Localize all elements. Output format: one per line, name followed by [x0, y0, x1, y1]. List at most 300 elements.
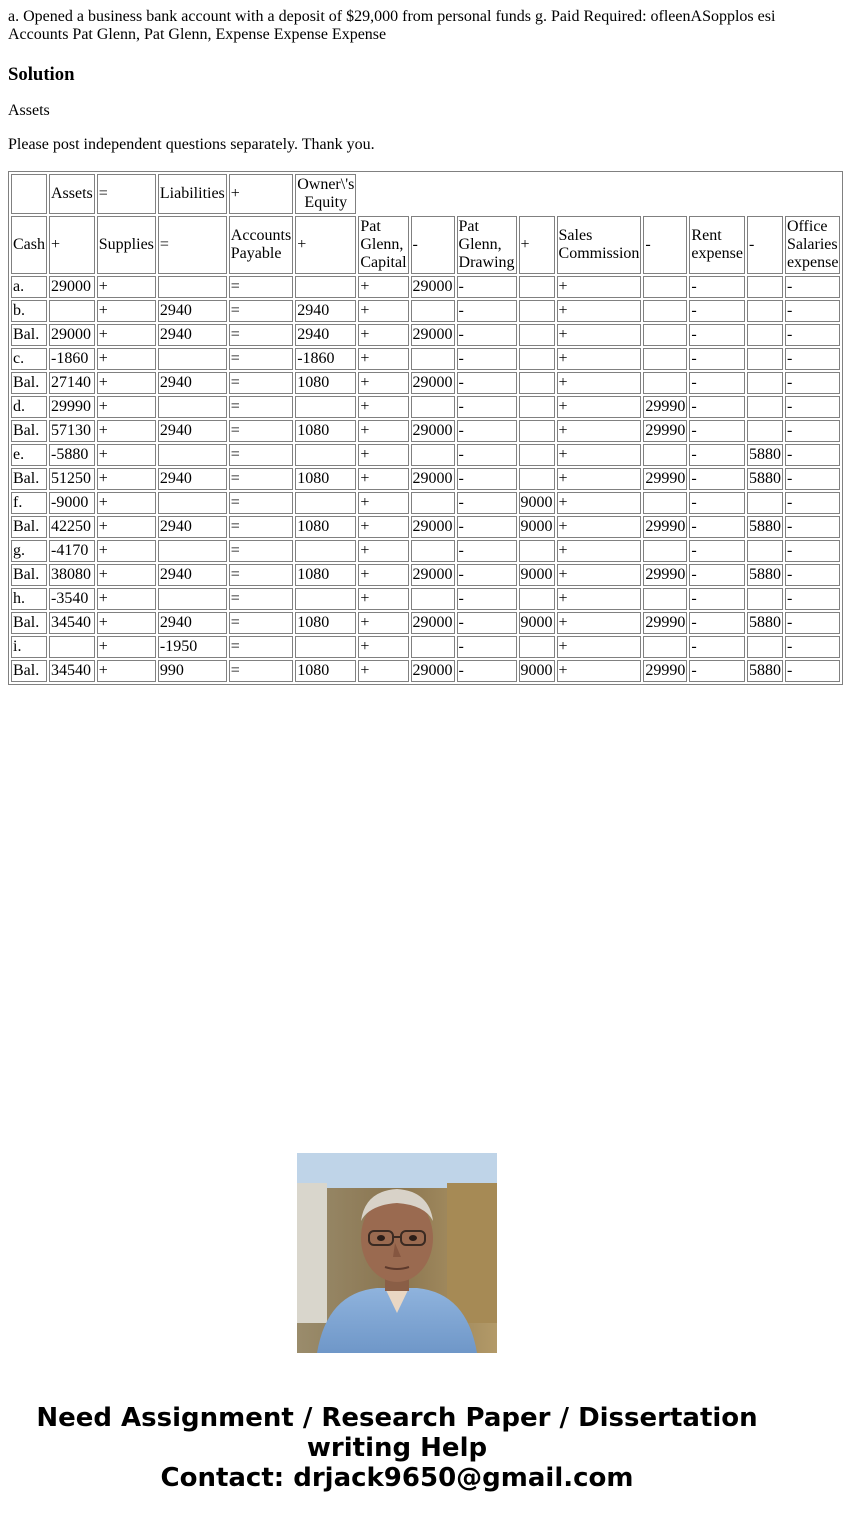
table-row	[11, 396, 840, 418]
table-row	[11, 300, 840, 322]
table-cell: =	[229, 420, 293, 442]
table-cell: 29000	[49, 276, 95, 298]
table-cell: -	[785, 588, 841, 610]
column-header-cell: +	[519, 216, 555, 274]
table-cell: 5880	[747, 444, 783, 466]
table-cell: 29000	[411, 516, 455, 538]
table-cell: 9000	[519, 612, 555, 634]
note-text: Please post independent questions separately. Thank you.	[8, 136, 375, 153]
table-cell	[643, 276, 687, 298]
table-cell: +	[358, 300, 408, 322]
table-cell	[295, 588, 356, 610]
table-cell: -	[689, 396, 745, 418]
table-cell: -	[457, 492, 517, 514]
table-cell: h.	[11, 588, 47, 610]
table-cell: -	[785, 612, 841, 634]
table-row	[11, 588, 840, 610]
table-cell: -1860	[49, 348, 95, 370]
table-cell: -1860	[295, 348, 356, 370]
table-cell	[295, 276, 356, 298]
table-cell	[411, 540, 455, 562]
table-cell: =	[229, 372, 293, 394]
table-cell: +	[557, 540, 642, 562]
table-cell: Bal.	[11, 324, 47, 346]
table-cell: -	[457, 468, 517, 490]
table-row	[11, 444, 840, 466]
table-row	[11, 516, 840, 538]
table-header-row-2	[11, 216, 840, 274]
table-cell: g.	[11, 540, 47, 562]
table-cell: c.	[11, 348, 47, 370]
table-cell: -	[785, 396, 841, 418]
table-cell: =	[229, 396, 293, 418]
table-cell: -	[785, 276, 841, 298]
table-cell: -	[785, 348, 841, 370]
table-cell: Bal.	[11, 564, 47, 586]
table-cell: +	[358, 588, 408, 610]
table-row	[11, 324, 840, 346]
table-cell: 2940	[158, 300, 227, 322]
table-cell: 51250	[49, 468, 95, 490]
table-row	[11, 420, 840, 442]
table-cell: +	[358, 540, 408, 562]
table-cell: -	[785, 636, 841, 658]
table-cell: +	[97, 276, 156, 298]
table-cell	[643, 444, 687, 466]
table-cell: 29000	[411, 564, 455, 586]
table-cell: 1080	[295, 660, 356, 682]
table-cell: -	[457, 540, 517, 562]
table-cell: 5880	[747, 660, 783, 682]
table-cell: +	[97, 420, 156, 442]
table-cell: +	[97, 612, 156, 634]
table-cell: 5880	[747, 612, 783, 634]
table-cell	[411, 396, 455, 418]
table-cell: +	[97, 396, 156, 418]
table-cell	[519, 444, 555, 466]
table-cell: 9000	[519, 564, 555, 586]
table-cell: -	[457, 420, 517, 442]
table-cell: 2940	[158, 372, 227, 394]
table-cell: -	[785, 372, 841, 394]
column-header-cell: Cash	[11, 216, 47, 274]
table-cell: =	[229, 276, 293, 298]
table-cell: 29990	[643, 396, 687, 418]
table-cell	[411, 348, 455, 370]
table-cell: Bal.	[11, 468, 47, 490]
table-cell: 29990	[643, 420, 687, 442]
table-cell: -	[689, 516, 745, 538]
table-cell	[643, 300, 687, 322]
table-cell: 5880	[747, 564, 783, 586]
table-cell: -	[457, 660, 517, 682]
table-cell: -	[785, 324, 841, 346]
header-cell	[11, 174, 47, 214]
table-cell: =	[229, 660, 293, 682]
table-cell	[519, 396, 555, 418]
table-cell: -	[785, 468, 841, 490]
table-cell: -	[689, 564, 745, 586]
table-cell: -	[457, 324, 517, 346]
table-cell: -	[785, 564, 841, 586]
table-cell: -	[689, 612, 745, 634]
column-header-cell: Pat Glenn, Capital	[358, 216, 408, 274]
table-cell: +	[358, 324, 408, 346]
table-cell: 27140	[49, 372, 95, 394]
table-row	[11, 276, 840, 298]
table-cell	[158, 276, 227, 298]
table-cell: +	[358, 372, 408, 394]
table-cell	[747, 348, 783, 370]
author-avatar	[297, 1153, 497, 1353]
table-cell	[519, 324, 555, 346]
table-cell: =	[229, 612, 293, 634]
accounting-equation-table	[8, 171, 843, 685]
table-cell: 5880	[747, 468, 783, 490]
table-cell	[295, 444, 356, 466]
table-cell	[158, 396, 227, 418]
table-cell: 34540	[49, 612, 95, 634]
table-cell	[295, 540, 356, 562]
table-cell: +	[97, 636, 156, 658]
table-cell	[747, 324, 783, 346]
table-cell: +	[97, 540, 156, 562]
table-cell	[747, 492, 783, 514]
table-cell: -3540	[49, 588, 95, 610]
table-row	[11, 372, 840, 394]
table-cell	[747, 300, 783, 322]
table-cell: -	[689, 588, 745, 610]
table-cell: f.	[11, 492, 47, 514]
table-cell	[519, 540, 555, 562]
table-header-row-1	[11, 174, 840, 214]
table-cell: +	[97, 300, 156, 322]
column-header-cell: -	[643, 216, 687, 274]
table-cell: +	[557, 612, 642, 634]
table-cell	[158, 492, 227, 514]
table-cell: +	[358, 636, 408, 658]
column-header-cell: Rent expense	[689, 216, 745, 274]
table-cell	[411, 444, 455, 466]
table-cell: 1080	[295, 372, 356, 394]
solution-heading: Solution	[8, 64, 75, 85]
table-cell: -	[785, 420, 841, 442]
table-cell: +	[557, 348, 642, 370]
table-cell: d.	[11, 396, 47, 418]
table-cell: 1080	[295, 516, 356, 538]
table-cell: +	[358, 564, 408, 586]
table-cell: +	[358, 468, 408, 490]
table-cell: -	[785, 492, 841, 514]
table-cell: 29990	[643, 660, 687, 682]
table-cell	[411, 300, 455, 322]
table-cell: -	[785, 444, 841, 466]
table-cell: -1950	[158, 636, 227, 658]
table-cell	[643, 636, 687, 658]
table-cell	[643, 492, 687, 514]
table-cell	[158, 540, 227, 562]
table-cell: -	[689, 468, 745, 490]
table-cell	[158, 348, 227, 370]
table-cell: +	[358, 420, 408, 442]
table-cell: =	[229, 492, 293, 514]
table-cell	[747, 372, 783, 394]
table-cell: b.	[11, 300, 47, 322]
table-cell	[158, 444, 227, 466]
table-cell: +	[557, 636, 642, 658]
table-cell	[643, 324, 687, 346]
table-cell: -	[457, 444, 517, 466]
column-header-cell: +	[49, 216, 95, 274]
table-cell: 29000	[411, 612, 455, 634]
table-cell	[519, 588, 555, 610]
table-cell: +	[358, 276, 408, 298]
table-cell	[519, 300, 555, 322]
table-cell: 29990	[643, 516, 687, 538]
table-cell: =	[229, 540, 293, 562]
column-header-cell: Accounts Payable	[229, 216, 293, 274]
table-cell	[747, 420, 783, 442]
table-cell: 29990	[643, 564, 687, 586]
table-cell: -	[689, 324, 745, 346]
table-cell: +	[557, 396, 642, 418]
table-cell: 29990	[643, 468, 687, 490]
table-cell	[519, 468, 555, 490]
table-cell: 29000	[411, 276, 455, 298]
table-cell: -	[457, 276, 517, 298]
table-cell: +	[557, 372, 642, 394]
table-cell: i.	[11, 636, 47, 658]
table-cell	[519, 372, 555, 394]
table-cell: 9000	[519, 516, 555, 538]
table-cell: a.	[11, 276, 47, 298]
table-cell: 9000	[519, 660, 555, 682]
table-cell: -	[457, 588, 517, 610]
table-cell	[295, 492, 356, 514]
table-cell: +	[97, 588, 156, 610]
table-cell: Bal.	[11, 612, 47, 634]
table-cell: -	[785, 300, 841, 322]
table-cell: 1080	[295, 420, 356, 442]
author-photo	[297, 1153, 497, 1353]
table-cell: +	[557, 516, 642, 538]
table-cell: +	[97, 444, 156, 466]
table-cell: 29000	[411, 660, 455, 682]
table-cell: +	[97, 468, 156, 490]
table-row	[11, 348, 840, 370]
table-cell	[747, 636, 783, 658]
column-header-cell: -	[411, 216, 455, 274]
table-cell: +	[557, 468, 642, 490]
column-header-cell: Pat Glenn, Drawing	[457, 216, 517, 274]
table-cell: -	[785, 516, 841, 538]
table-cell: +	[97, 660, 156, 682]
question-text: a. Opened a business bank account with a deposit of $29,000 from personal funds g. Paid Required: ofleenASopplos esi Accounts Pat Glenn, Pat Glenn, Expense Expense Expense	[8, 8, 776, 43]
table-cell	[158, 588, 227, 610]
header-cell: Owner\'s Equity	[295, 174, 356, 214]
table-cell: Bal.	[11, 660, 47, 682]
table-cell: 29990	[49, 396, 95, 418]
table-cell: =	[229, 348, 293, 370]
table-cell: 29000	[49, 324, 95, 346]
table-cell: 29000	[411, 420, 455, 442]
table-cell: -	[457, 636, 517, 658]
table-cell: 29000	[411, 372, 455, 394]
table-cell	[295, 396, 356, 418]
table-cell: 990	[158, 660, 227, 682]
table-cell: =	[229, 324, 293, 346]
table-cell: 9000	[519, 492, 555, 514]
table-cell: -	[689, 300, 745, 322]
table-cell	[643, 588, 687, 610]
table-cell: 29000	[411, 324, 455, 346]
table-row	[11, 492, 840, 514]
table-row	[11, 564, 840, 586]
table-cell	[747, 540, 783, 562]
table-cell: +	[557, 300, 642, 322]
header-cell: Liabilities	[158, 174, 227, 214]
table-cell: -	[689, 660, 745, 682]
table-cell: -	[689, 444, 745, 466]
table-cell: 34540	[49, 660, 95, 682]
table-cell	[519, 348, 555, 370]
table-cell: +	[97, 372, 156, 394]
table-cell: -	[785, 660, 841, 682]
table-cell: +	[358, 612, 408, 634]
table-cell: -	[457, 348, 517, 370]
table-cell: +	[358, 444, 408, 466]
table-cell	[747, 276, 783, 298]
table-cell: 42250	[49, 516, 95, 538]
table-cell	[295, 636, 356, 658]
table-cell: 2940	[158, 516, 227, 538]
table-cell: -9000	[49, 492, 95, 514]
table-cell: -	[457, 564, 517, 586]
table-cell: =	[229, 300, 293, 322]
column-header-cell: Sales Commission	[557, 216, 642, 274]
table-cell: -	[689, 348, 745, 370]
table-cell: =	[229, 564, 293, 586]
table-cell: 2940	[158, 324, 227, 346]
table-cell	[747, 588, 783, 610]
table-cell: -4170	[49, 540, 95, 562]
table-cell	[49, 636, 95, 658]
header-cell: +	[229, 174, 293, 214]
table-cell: +	[557, 324, 642, 346]
table-cell: e.	[11, 444, 47, 466]
table-cell: =	[229, 588, 293, 610]
table-cell: 2940	[295, 300, 356, 322]
header-cell: =	[97, 174, 156, 214]
table-cell: -	[457, 396, 517, 418]
table-cell: +	[557, 492, 642, 514]
table-row	[11, 660, 840, 682]
table-cell: -	[785, 540, 841, 562]
table-cell: 2940	[158, 612, 227, 634]
table-cell: =	[229, 444, 293, 466]
table-cell: -	[689, 420, 745, 442]
table-cell	[411, 588, 455, 610]
table-cell: -	[689, 636, 745, 658]
table-cell: 1080	[295, 564, 356, 586]
column-header-cell: Office Salaries expense	[785, 216, 841, 274]
table-cell	[411, 636, 455, 658]
table-cell: +	[358, 516, 408, 538]
header-cell: Assets	[49, 174, 95, 214]
table-row	[11, 540, 840, 562]
table-cell: =	[229, 516, 293, 538]
table-cell	[747, 396, 783, 418]
table-cell: +	[97, 348, 156, 370]
table-cell: +	[557, 588, 642, 610]
table-cell: +	[557, 564, 642, 586]
column-header-cell: =	[158, 216, 227, 274]
table-cell: Bal.	[11, 516, 47, 538]
table-cell: +	[557, 420, 642, 442]
table-cell: 2940	[158, 420, 227, 442]
table-cell: 2940	[158, 468, 227, 490]
table-cell	[519, 276, 555, 298]
table-cell: +	[557, 444, 642, 466]
table-cell: +	[557, 276, 642, 298]
table-cell: -	[689, 276, 745, 298]
page-content	[8, 8, 794, 154]
table-cell	[643, 540, 687, 562]
table-cell: 2940	[158, 564, 227, 586]
table-cell: -	[689, 492, 745, 514]
table-row	[11, 468, 840, 490]
table-cell: 38080	[49, 564, 95, 586]
ledger-table-container	[8, 171, 839, 679]
table-row	[11, 636, 840, 658]
promo-footer	[0, 1403, 794, 1493]
table-cell: +	[358, 660, 408, 682]
column-header-cell: +	[295, 216, 356, 274]
table-cell: -	[457, 516, 517, 538]
promo-line-1: Need Assignment / Research Paper / Dissertation	[36, 1403, 758, 1433]
table-cell	[519, 636, 555, 658]
table-cell: 29990	[643, 612, 687, 634]
table-cell: 5880	[747, 516, 783, 538]
table-cell	[49, 300, 95, 322]
column-header-cell: Supplies	[97, 216, 156, 274]
table-cell: +	[358, 396, 408, 418]
table-cell: +	[358, 492, 408, 514]
table-cell: 29000	[411, 468, 455, 490]
table-cell	[643, 348, 687, 370]
table-cell: Bal.	[11, 420, 47, 442]
table-cell: -	[457, 612, 517, 634]
table-cell: 1080	[295, 468, 356, 490]
table-cell	[643, 372, 687, 394]
table-cell: 1080	[295, 612, 356, 634]
table-cell	[519, 420, 555, 442]
table-cell	[411, 492, 455, 514]
table-cell: -5880	[49, 444, 95, 466]
column-header-cell: -	[747, 216, 783, 274]
table-cell: +	[97, 324, 156, 346]
table-cell: -	[457, 372, 517, 394]
table-cell: +	[358, 348, 408, 370]
table-cell: -	[689, 540, 745, 562]
table-cell: -	[457, 300, 517, 322]
table-cell: 2940	[295, 324, 356, 346]
assets-label: Assets	[8, 102, 50, 119]
table-cell: +	[557, 660, 642, 682]
table-row	[11, 612, 840, 634]
table-cell: =	[229, 468, 293, 490]
table-cell: -	[689, 372, 745, 394]
